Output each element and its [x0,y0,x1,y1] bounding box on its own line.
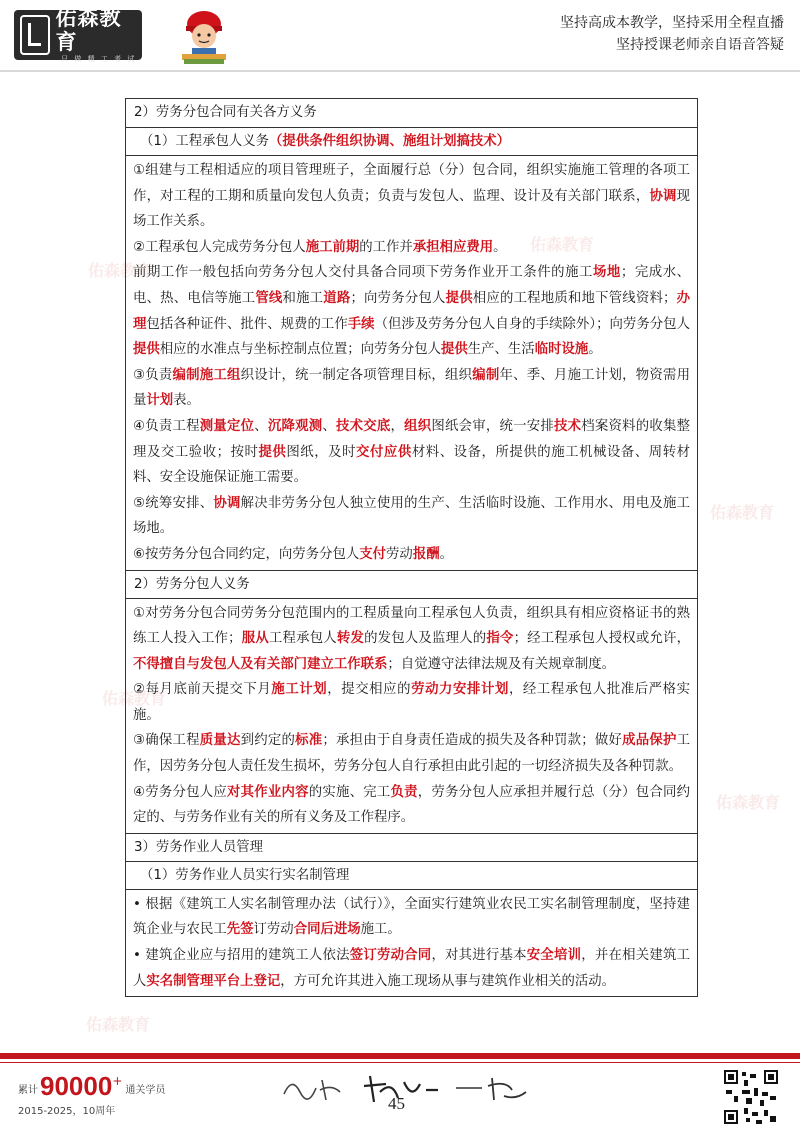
body-text: • 建筑企业应与招用的建筑工人依法 [133,948,350,964]
paragraph [133,491,690,542]
highlight-text: 安全培训 [526,948,582,964]
body-text: ；自觉遵守法律法规及有关规章制度。 [387,656,616,672]
watermark: 佑森教育 [710,503,775,522]
body-text: 材料、设备，所提供的施工机械设备、周转材料、安全设施保证施工需要。 [133,444,691,486]
mascot-icon [176,6,232,66]
content-cell [126,889,697,996]
paragraph [133,601,690,678]
body-text: ；经工程承包人授权或允许， [513,631,691,647]
highlight-text: 协调 [213,495,241,511]
highlight-text: 手续 [347,316,375,332]
stats-suffix: 通关学员 [125,1085,166,1096]
highlight-text: 施工前期 [305,239,360,255]
header-divider [0,70,800,72]
body-text: 的发包人及监理人的 [364,631,487,647]
body-text: 现场工作关系。 [133,188,691,230]
body-text: 。 [588,342,602,358]
paragraph [133,235,690,261]
watermark: 佑森教育 [88,261,153,280]
body-text: 年、季、月施工计划，物资需用量 [133,367,691,409]
section-heading: 3）劳务作业人员管理 [126,833,697,861]
highlight-text: 编制施工组 [172,367,241,383]
body-text: 订劳动 [253,922,294,938]
paragraph [133,158,690,235]
body-text: 工程承包人 [268,631,337,647]
highlight-text: 场地 [592,265,621,281]
highlight-text: 支付 [359,546,387,562]
body-text: ，对其进行基本 [431,948,527,964]
watermark: 佑森教育 [102,689,167,708]
body-text: 和施工 [282,290,324,306]
body-text: 图纸会审，统一安排 [431,418,554,434]
highlight-text: 质量达 [199,733,241,749]
logo-name: 佑森教育 [55,6,122,54]
highlight-text: （提供条件组织协调、施组计划搞技术） [269,134,511,149]
highlight-text: 提供 [445,290,473,306]
body-text: 档案资料的收集整理及交工验收；按时 [133,418,691,460]
body-text: • 根据《建筑工人实名制管理办法（试行）》，全面实行建筑业农民工实名制管理制度，坚持建筑企业与农民工 [133,896,690,938]
logo-mark-icon [20,15,50,55]
highlight-text: 不得擅自与发包人及有关部门建立工作联系 [133,656,388,672]
highlight-text: 指令 [486,631,514,647]
body-text: ④负责工程 [133,418,200,434]
footer-line [0,1062,800,1063]
highlight-text: 计划 [146,393,174,409]
qr-code-icon[interactable] [722,1068,780,1126]
highlight-text: 管线 [255,290,283,306]
highlight-text: 道路 [323,290,351,306]
body-text: ③负责 [133,367,173,383]
highlight-text: 组织 [404,418,432,434]
body-text: ， [390,418,405,434]
stats-prefix: 累计 [18,1085,38,1096]
body-text: 工作，因劳务分包人责任发生损坏，劳务分包人自行承担由此引起的一切经济损失及各种罚款。 [133,733,691,775]
brand-logo [14,6,142,63]
body-text: 解决非劳务分包人独立使用的生产、生活临时设施、工作用水、用电及施工场地。 [133,495,691,537]
body-text: ，经工程承包人批准后严格实施。 [133,682,691,723]
body-text: 。 [439,546,453,562]
body-text: ，方可允许其进入施工现场从事与建筑作业相关的活动。 [280,973,616,989]
header-slogans [560,12,784,56]
highlight-text: 对其作业内容 [227,784,309,800]
body-text: 图纸，及时 [286,444,357,460]
slogan-line-1: 坚持高成本教学，坚持采用全程直播 [560,15,784,31]
body-text: 的实施、完工 [308,784,391,800]
body-text: ，劳务分包人应承担并履行总（分）包合同约定的、与劳务作业有关的所有义务及工作程序。 [133,784,691,826]
content-table [125,98,698,997]
body-text: ②工程承包人完成劳务分包人 [133,239,306,255]
calligraphy-signature [280,1070,540,1106]
body-text: ①组建与工程相适应的项目管理班子，全面履行总（分）包合同，组织实施施工管理的各项工作，对工程的工期和质量向发包人负责；负责与发包人、监理、设计及有关部门联系， [133,163,690,204]
watermark: 佑森教育 [530,235,595,254]
body-text: ①对劳务分包合同劳务分包范围内的工程质量向工程承包人负责，组织具有相应资格证书的熟练工人投入工作； [133,605,690,647]
subsection-heading [126,861,697,889]
content-cell [126,598,697,833]
highlight-text: 施工计划 [271,682,328,698]
paragraph [133,542,690,568]
body-text: 施工。 [360,922,401,938]
body-text: （但涉及劳务分包人自身的手续除外）；向劳务分包人 [374,316,690,332]
highlight-text: 成品保护 [622,733,677,749]
body-text: ；承担由于自身责任造成的损失及各种罚款；做好 [322,733,623,749]
body-text: 前期工作一般包括向劳务分包人交付具备合同项下劳务作业开工条件的施工 [133,265,593,281]
highlight-text: 实名制管理平台上登记 [146,973,281,989]
body-text: 织设计，统一制定各项管理目标，组织 [240,367,473,383]
body-text: ②每月底前天提交下月 [133,682,272,698]
body-text: ；向劳务分包人 [350,290,446,306]
body-text: ；完成水、电、热、电信等施工 [133,265,691,306]
page-footer [0,1048,800,1132]
highlight-text: 交付应供 [356,444,412,460]
body-text: 生产、生活 [467,342,535,358]
highlight-text: 办理 [133,290,691,332]
body-text: 劳动 [386,546,413,562]
paragraph [133,260,690,362]
body-text: 、 [254,418,268,434]
body-text: ④劳务分包人应 [133,784,227,800]
paragraph [133,943,690,994]
watermark: 佑森教育 [86,1015,151,1034]
heading-text: （1）劳务作业人员实行实名制管理 [140,867,350,883]
highlight-text: 负责 [390,784,418,800]
stats-block [18,1072,165,1117]
body-text: 的工作并 [359,239,413,255]
highlight-text: 提供 [440,342,468,358]
body-text: 相应的水准点与坐标控制点位置；向劳务分包人 [159,342,441,358]
body-text: ③确保工程 [133,733,200,749]
highlight-text: 承担相应费用 [412,239,494,255]
body-text: 包括各种证件、批件、规费的工作 [146,316,348,332]
body-text: 表。 [173,393,200,409]
body-text: 、 [322,418,336,434]
paragraph [133,677,690,728]
highlight-text: 沉降观测 [267,418,323,434]
slogan-line-2: 坚持授课老师亲自语音答疑 [616,37,784,53]
paragraph [133,414,690,491]
highlight-text: 编制 [472,367,500,383]
highlight-text: 报酬 [412,546,440,562]
highlight-text: 签订劳动合同 [349,948,432,964]
logo-subtitle: 只 做 精 工 考 试 [61,55,137,63]
footer-bar [0,1053,800,1059]
subsection-heading [126,127,697,155]
paragraph [133,780,690,831]
highlight-text: 先签 [226,922,254,938]
highlight-text: 协调 [649,188,677,204]
page-header [0,0,800,72]
highlight-text: 临时设施 [534,342,589,358]
body-text: ，并在相关建筑工人 [133,948,691,989]
highlight-text: 技术 [554,418,582,434]
paragraph [133,363,690,414]
watermark: 佑森教育 [716,793,781,812]
body-text: ⑤统筹安排、 [133,495,214,511]
highlight-text: 服从 [241,631,269,647]
body-text: ，提交相应的 [327,682,412,698]
page-number: 45 [388,1094,405,1113]
stats-plus: + [112,1074,123,1088]
section-heading: 2）劳务分包人义务 [126,570,697,598]
highlight-text: 劳动力安排计划 [411,682,509,698]
highlight-text: 提供 [133,342,160,358]
highlight-text: 标准 [295,733,323,749]
body-text: 相应的工程地质和地下管线资料； [472,290,677,306]
highlight-text: 转发 [336,631,365,647]
body-text: 到约定的 [240,733,296,749]
section-heading: 2）劳务分包合同有关各方义务 [134,105,317,120]
content-cell [126,155,697,570]
highlight-text: 技术交底 [336,418,391,434]
highlight-text: 提供 [258,444,287,460]
body-text: 。 [493,239,507,255]
stats-number: 90000 [40,1071,113,1101]
stats-years: 2015-2025，10周年 [18,1106,116,1117]
heading-text: （1）工程承包人义务 [140,134,270,149]
highlight-text: 合同后进场 [293,922,361,938]
paragraph [133,892,690,943]
paragraph [133,728,690,779]
highlight-text: 测量定位 [199,418,255,434]
body-text: ⑥按劳务分包合同约定，向劳务分包人 [133,546,360,562]
